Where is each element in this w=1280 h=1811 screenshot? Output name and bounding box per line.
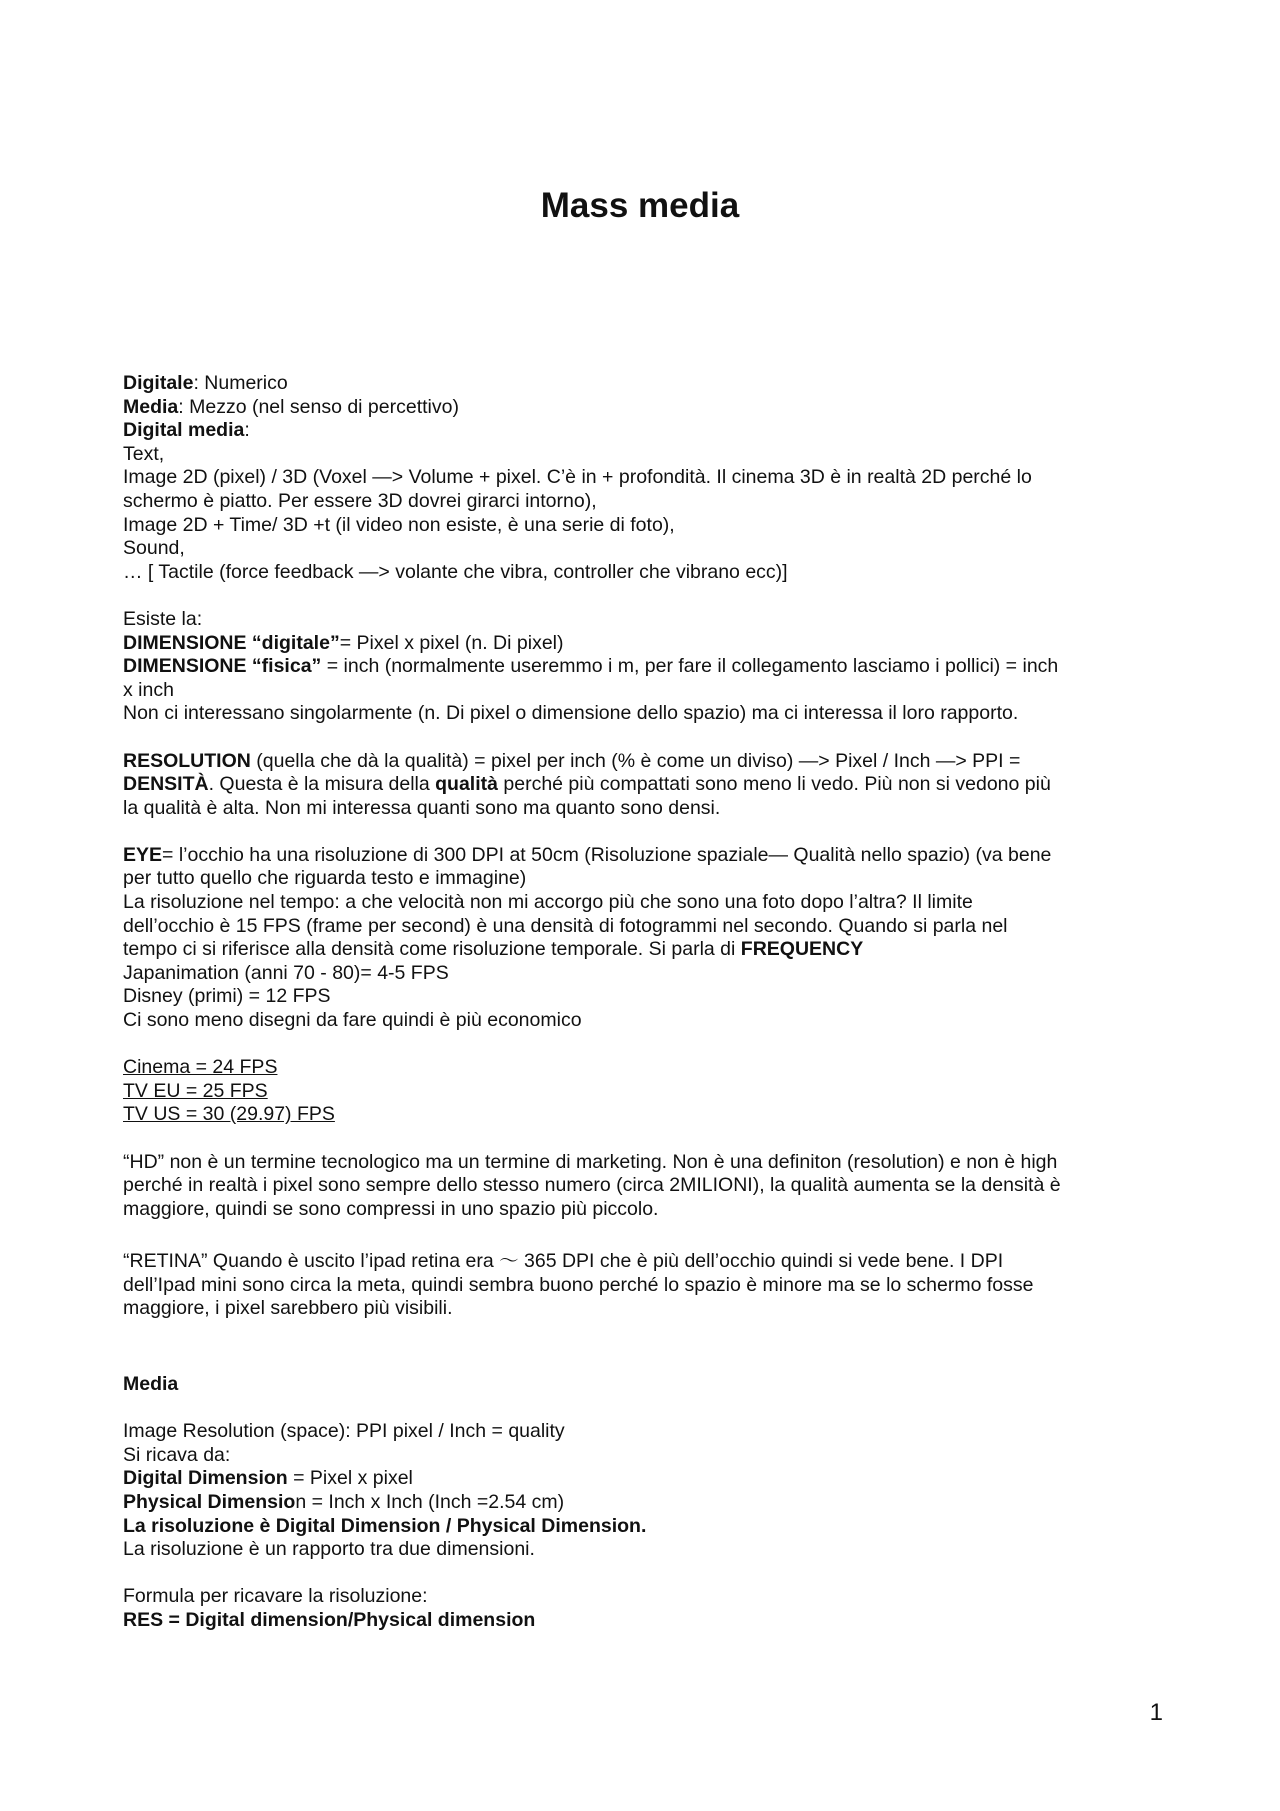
- text-line: Ci sono meno disegni da fare quindi è più economico: [123, 1009, 582, 1032]
- definition-digital-dimension: Digital Dimension = Pixel x pixel: [123, 1467, 413, 1490]
- text-line: “HD” non è un termine tecnologico ma un termine di marketing. Non è una definiton (resolution) e non è high: [123, 1150, 1058, 1173]
- definition-physical-dimension: Physical Dimension = Inch x Inch (Inch =2.54 cm): [123, 1490, 565, 1513]
- formula: RES = Digital dimension/Physical dimension: [123, 1608, 536, 1631]
- text-line: dell’Ipad mini sono circa la meta, quindi sembra buono perché lo spazio è minore ma se lo schermo fosse: [123, 1273, 1034, 1296]
- text-line: Image Resolution (space): PPI pixel / Inch = quality: [123, 1420, 565, 1443]
- text-line: Sound,: [123, 537, 185, 560]
- text-line: tempo ci si riferisce alla densità come risoluzione temporale. Si parla di FREQUENCY: [123, 938, 864, 961]
- text-line: x inch: [123, 678, 174, 701]
- definition-eye: EYE= l’occhio ha una risoluzione di 300 DPI at 50cm (Risoluzione spaziale— Qualità nello spazio) (va bene: [123, 843, 1052, 866]
- section-heading: Media: [123, 1372, 179, 1395]
- text-line: la qualità è alta. Non mi interessa quanti sono ma quanto sono densi.: [123, 796, 721, 819]
- text-line: La risoluzione è Digital Dimension / Physical Dimension.: [123, 1514, 647, 1537]
- text-line: Non ci interessano singolarmente (n. Di pixel o dimensione dello spazio) ma ci interessa il loro rapporto.: [123, 702, 1019, 725]
- fps-tv-us: TV US = 30 (29.97) FPS: [123, 1103, 335, 1126]
- text-line: Formula per ricavare la risoluzione:: [123, 1585, 428, 1608]
- definition-resolution: RESOLUTION (quella che dà la qualità) = pixel per inch (% è come un diviso) —> Pixel / Inch —> PPI =: [123, 749, 1021, 772]
- text-line: maggiore, quindi se sono compressi in uno spazio più piccolo.: [123, 1197, 659, 1220]
- definition-digitale: Digitale: Numerico: [123, 372, 288, 394]
- definition-dimensione-fisica: DIMENSIONE “fisica” = inch (normalmente useremmo i m, per fare il collegamento lasciamo i pollici) = inch: [123, 655, 1059, 678]
- text-line: schermo è piatto. Per essere 3D dovrei girarci intorno),: [123, 489, 597, 512]
- page-number: 1: [1149, 1699, 1163, 1726]
- text-line: Image 2D + Time/ 3D +t (il video non esiste, è una serie di foto),: [123, 513, 675, 536]
- text-line: La risoluzione è un rapporto tra due dimensioni.: [123, 1538, 535, 1561]
- text-line: La risoluzione nel tempo: a che velocità non mi accorgo più che sono una foto dopo l’altra? Il limite: [123, 891, 973, 914]
- text-line: dell’occhio è 15 FPS (frame per second) è una densità di fotogrammi nel secondo. Quando si parla nel: [123, 914, 1008, 937]
- fps-tv-eu: TV EU = 25 FPS: [123, 1079, 268, 1102]
- definition-dimensione-digitale: DIMENSIONE “digitale”= Pixel x pixel (n. Di pixel): [123, 631, 564, 654]
- text-line: … [ Tactile (force feedback —> volante che vibra, controller che vibrano ecc)]: [123, 560, 788, 583]
- text-line: per tutto quello che riguarda testo e immagine): [123, 867, 527, 890]
- page-title: Mass media: [540, 186, 740, 225]
- definition-media: Media: Mezzo (nel senso di percettivo): [123, 395, 459, 418]
- text-line: Image 2D (pixel) / 3D (Voxel —> Volume + pixel. C’è in + profondità. Il cinema 3D è in realtà 2D perché lo: [123, 466, 1032, 489]
- text-line: Disney (primi) = 12 FPS: [123, 985, 331, 1008]
- text-line: “RETINA” Quando è uscito l’ipad retina era 〜 365 DPI che è più dell’occhio quindi si vede bene. I DPI: [123, 1249, 1004, 1272]
- text-line: maggiore, i pixel sarebbero più visibili.: [123, 1297, 453, 1320]
- text-line: perché in realtà i pixel sono sempre dello stesso numero (circa 2MILIONI), la qualità aumenta se la densità è: [123, 1174, 1061, 1197]
- text-line: Japanimation (anni 70 - 80)= 4-5 FPS: [123, 961, 449, 984]
- fps-cinema: Cinema = 24 FPS: [123, 1056, 278, 1079]
- text-line: Si ricava da:: [123, 1443, 231, 1466]
- text-line: DENSITÀ. Questa è la misura della qualità perché più compattati sono meno li vedo. Più non si vedono più: [123, 773, 1051, 796]
- document-body: [123, 372, 1163, 1632]
- definition-digital-media: Digital media:: [123, 419, 250, 442]
- text-line: Text,: [123, 442, 165, 465]
- text-line: Esiste la:: [123, 607, 203, 630]
